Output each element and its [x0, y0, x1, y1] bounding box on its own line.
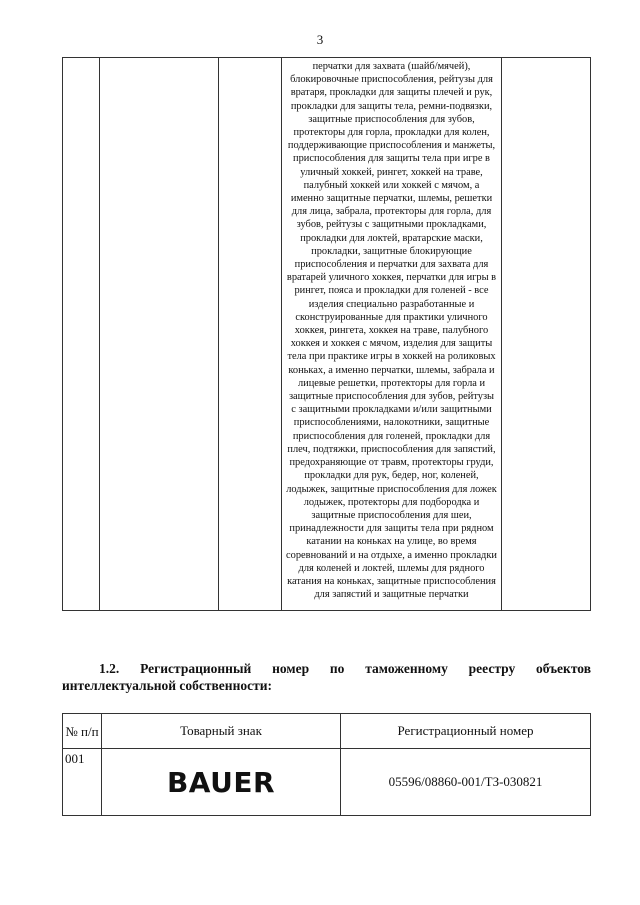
row-number: 001 [63, 749, 102, 816]
table-header-row [63, 714, 591, 749]
header-trademark: Товарный знак [102, 714, 341, 749]
header-number: № п/п [63, 714, 102, 749]
registry-table [62, 713, 591, 816]
goods-description-cell [282, 58, 502, 611]
registration-number: 05596/08860-001/ТЗ-030821 [341, 749, 591, 816]
trademark-cell [102, 749, 341, 816]
goods-description: перчатки для захвата (шайб/мячей), блокировочные приспособления, рейтузы для вратаря, прокладки для защиты плечей и рук, прокладки для защиты тела, ремни-подвязки, защитные приспособления для зубов, протекторы для горла, прокладки для колен, поддерживающие приспособления и манжеты, приспособления для защиты тела при игре в уличный хоккей, рингет, хоккей на траве, палубный хоккей или хоккей с мячом, а именно защитные перчатки, шлемы, решетки для лица, забрала, протекторы для горла, для зубов, рейтузы с защитными прокладками, прокладки для локтей, вратарские маски, прокладки, защитные блокирующие приспособления и перчатки для захвата для вратарей уличного хоккея, перчатки для игры в рингет, пояса и прокладки для голеней - все изделия специально разработанные и сконструированные для практики уличного хоккея, рингета, хоккея на траве, палубного хоккея и хоккея с мячом, изделия для защиты тела при практике игры в хоккей на роликовых коньках, а именно перчатки, шлемы, забрала и лицевые решетки, протекторы для горла и защитные приспособления для зубов, рейтузы с защитными прокладками и/или защитными приспособлениями, налокотники, защитные приспособления для голеней, прокладки для плеч, подтяжки, приспособления для запястий, предохраняющие от травм, протекторы груди, прокладки для рук, бедер, ног, коленей, лодыжек, защитные приспособления для ложек лодыжек, протекторы для подбородка и защитные приспособления для шеи, принадлежности для защиты тела при рядном катании на коньках на улице, во время соревнований и на отдыхе, а именно прокладки для коленей и локтей, шлемы для рядного катания на коньках, защитные приспособления для запястий и защитные перчатки [286, 61, 497, 601]
table-row [63, 749, 591, 816]
table-cell-empty [219, 58, 282, 611]
table-cell-empty [100, 58, 219, 611]
table-row [63, 58, 591, 611]
page-number: 3 [316, 32, 324, 47]
section-heading [62, 660, 591, 694]
trademark-logo: BAUER [166, 765, 276, 799]
header-registration-number: Регистрационный номер [341, 714, 591, 749]
goods-table [62, 57, 591, 611]
section-heading-line1: 1.2. Регистрационный номер по таможенному реестру объектов [99, 661, 591, 676]
section-heading-line2: интеллектуальной собственности: [62, 678, 272, 693]
table-cell-empty [502, 58, 591, 611]
table-cell-empty [63, 58, 100, 611]
